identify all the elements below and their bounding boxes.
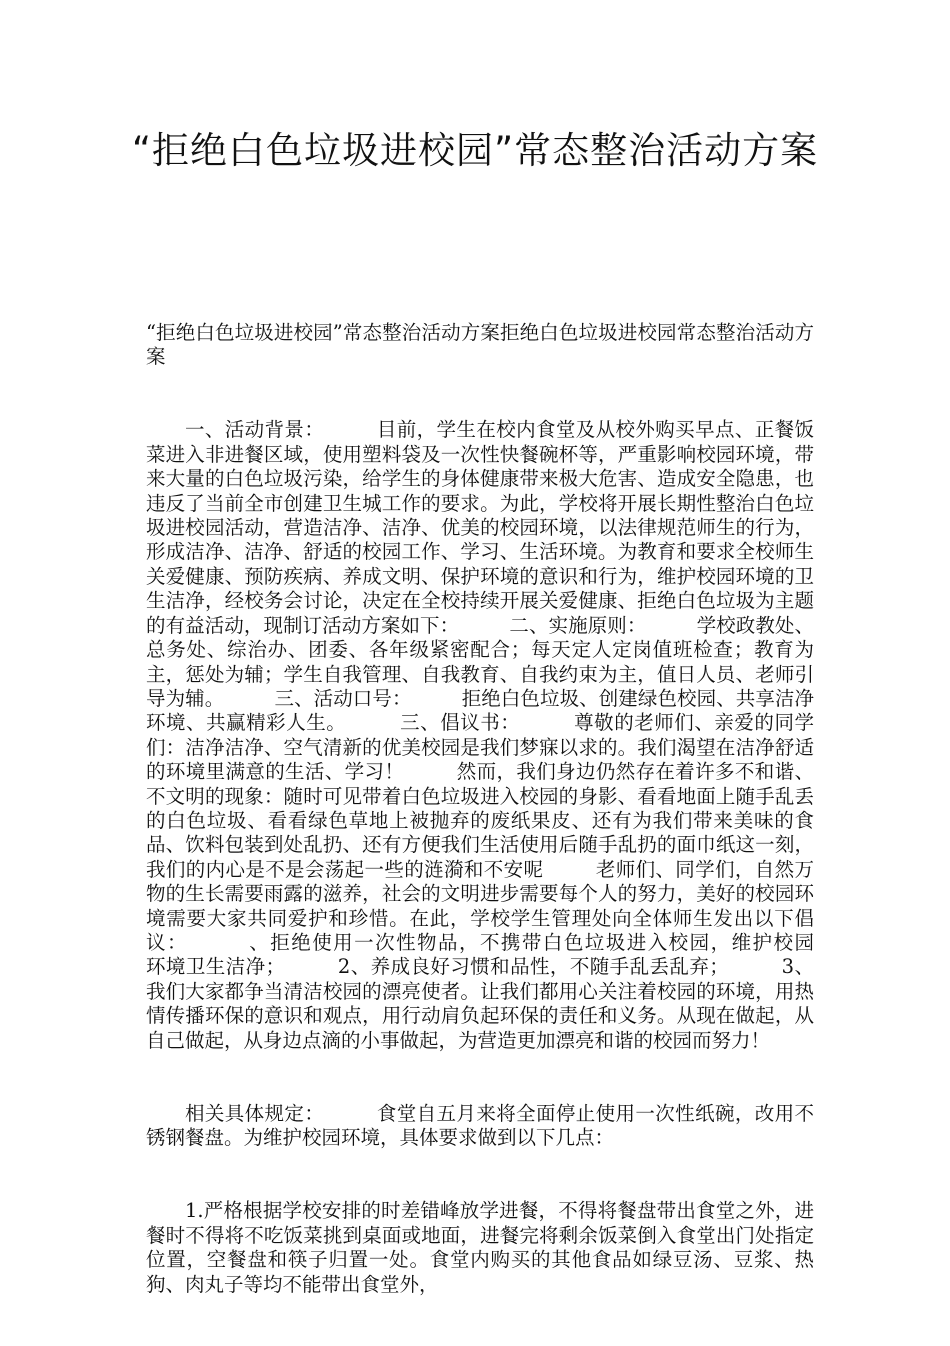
document-body: [146, 272, 864, 1346]
intro-paragraph: “拒绝白色垃圾进校园”常态整治活动方案拒绝白色垃圾进校园常态整治活动方案: [146, 320, 814, 369]
main-paragraph: 一、活动背景： 目前，学生在校内食堂及从校外购买早点、正餐饭菜进入非进餐区域，使用塑料袋及一次性快餐碗杯等，严重影响校园环境，带来大量的白色垃圾污染，给学生的身体健康带来极大危害、造成安全隐患，也违反了当前全市创建卫生城工作的要求。为此，学校将开展长期性整治白色垃圾进校园活动，营造洁净、洁净、优美的校园环境，以法律规范师生的行为，形成洁净、洁净、舒适的校园工作、学习、生活环境。为教育和要求全校师生关爱健康、预防疾病、养成文明、保护环境的意识和行为，维护校园环境的卫生洁净，经校务会讨论，决定在全校持续开展关爱健康、拒绝白色垃圾为主题的有益活动，现制订活动方案如下： 二、实施原则： 学校政教处、总务处、综治办、团委、各年级紧密配合；每天定人定岗值班检查；教育为主，惩处为辅；学生自我管理、自我教育、自我约束为主，值日人员、老师引导为辅。 三、活动口号： 拒绝白色垃圾、创建绿色校园、共享洁净环境、共赢精彩人生。 三、倡议书： 尊敬的老师们、亲爱的同学们：洁净洁净、空气清新的优美校园是我们梦寐以求的。我们渴望在洁净舒适的环境里满意的生活、学习！ 然而，我们身边仍然存在着许多不和谐、不文明的现象：随时可见带着白色垃圾进入校园的身影、看看地面上随手乱丢的白色垃圾、看看绿色草地上被抛弃的废纸果皮、还有为我们带来美味的食品、饮料包装到处乱扔、还有方便我们生活使用后随手乱扔的面巾纸这一刻，我们的内心是不是会荡起一些的涟漪和不安呢 老师们、同学们，自然万物的生长需要雨露的滋养，社会的文明进步需要每个人的努力，美好的校园环境需要大家共同爱护和珍惜。在此，学校学生管理处向全体师生发出以下倡议： 、拒绝使用一次性物品，不携带白色垃圾进入校园，维护校园 环境卫生洁净； 2、养成良好习惯和品性，不随手乱丢乱弃； 3、我们大家都争当清洁校园的漂亮使者。让我们都用心关注着校园的环境，用热情传播环保的意识和观点，用行动肩负起环保的责任和义务。从现在做起，从自己做起，从身边点滴的小事做起，为营造更加漂亮和谐的校园而努力！: [146, 418, 864, 1052]
document-title: “拒绝白色垃圾进校园”常态整治活动方案: [131, 129, 819, 172]
rule-1-paragraph: 1.严格根据学校安排的时差错峰放学进餐，不得将餐盘带出食堂之外，进餐时不得将不吃饭菜挑到桌面或地面，进餐完将剩余饭菜倒入食堂出门处指定位置，空餐盘和筷子归置一处。食堂内购买的其他食品如绿豆汤、豆浆、热狗、肉丸子等均不能带出食堂外，: [146, 1199, 814, 1296]
regulations-paragraph: 相关具体规定： 食堂自五月来将全面停止使用一次性纸碗，改用不锈钢餐盘。为维护校园环境，具体要求做到以下几点：: [146, 1101, 814, 1150]
